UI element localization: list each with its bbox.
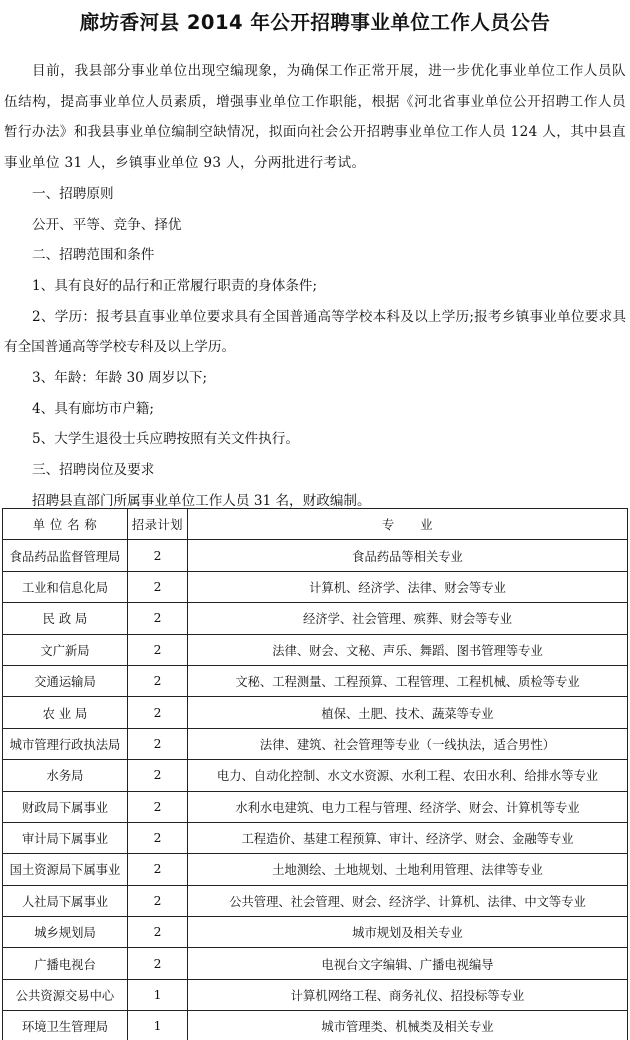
- header-plan: 招录计划: [128, 509, 188, 540]
- unit-cell: 文广新局: [3, 634, 128, 665]
- unit-cell: 水务局: [3, 760, 128, 791]
- principles-text: 公开、平等、竞争、择优: [32, 216, 182, 233]
- major-cell: 植保、土肥、技术、蔬菜等专业: [188, 697, 628, 728]
- plan-cell: 2: [128, 665, 188, 696]
- plan-cell: 2: [128, 917, 188, 948]
- table-row: [3, 665, 628, 696]
- section-heading-principles: 一、招聘原则: [32, 185, 114, 202]
- plan-cell: 2: [128, 728, 188, 759]
- condition-2: 2、学历：报考县直事业单位要求具有全国普通高等学校本科及以上学历;报考乡镇事业单位要求具有全国普通高等学校专科及以上学历。: [4, 308, 626, 356]
- plan-cell: 2: [128, 634, 188, 665]
- plan-cell: 2: [128, 697, 188, 728]
- unit-cell: 财政局下属事业: [3, 791, 128, 822]
- unit-cell: 民 政 局: [3, 603, 128, 634]
- positions-table: [2, 508, 628, 1040]
- plan-cell: 2: [128, 885, 188, 916]
- unit-cell: 城市管理行政执法局: [3, 728, 128, 759]
- table-row: [3, 948, 628, 979]
- major-cell: 文秘、工程测量、工程预算、工程管理、工程机械、质检等专业: [188, 665, 628, 696]
- table-row: [3, 697, 628, 728]
- table-row: [3, 791, 628, 822]
- major-cell: 计算机、经济学、法律、财会等专业: [188, 571, 628, 602]
- section-heading-positions: 三、招聘岗位及要求: [32, 462, 155, 479]
- major-cell: 公共管理、社会管理、财会、经济学、计算机、法律、中文等专业: [188, 885, 628, 916]
- unit-cell: 环境卫生管理局: [3, 1011, 128, 1040]
- table-row: [3, 728, 628, 759]
- unit-cell: 城乡规划局: [3, 917, 128, 948]
- condition-4: 4、具有廊坊市户籍;: [32, 400, 154, 417]
- table-row: [3, 979, 628, 1010]
- table-row: [3, 885, 628, 916]
- major-cell: 经济学、社会管理、殡葬、财会等专业: [188, 603, 628, 634]
- plan-cell: 2: [128, 760, 188, 791]
- condition-5: 5、大学生退役士兵应聘按照有关文件执行。: [32, 431, 299, 448]
- unit-cell: 国土资源局下属事业: [3, 854, 128, 885]
- plan-cell: 2: [128, 948, 188, 979]
- unit-cell: 食品药品监督管理局: [3, 540, 128, 571]
- table-row: [3, 634, 628, 665]
- major-cell: 食品药品等相关专业: [188, 540, 628, 571]
- major-cell: 法律、财会、文秘、声乐、舞蹈、图书管理等专业: [188, 634, 628, 665]
- section-heading-conditions: 二、招聘范围和条件: [32, 247, 155, 264]
- table-row: [3, 603, 628, 634]
- plan-cell: 2: [128, 791, 188, 822]
- unit-cell: 审计局下属事业: [3, 822, 128, 853]
- condition-1: 1、具有良好的品行和正常履行职责的身体条件;: [32, 277, 318, 294]
- document-body: [4, 56, 626, 517]
- header-unit: 单 位 名 称: [3, 509, 128, 540]
- table-row: [3, 540, 628, 571]
- unit-cell: 公共资源交易中心: [3, 979, 128, 1010]
- major-cell: 城市管理类、机械类及相关专业: [188, 1011, 628, 1040]
- table-row: [3, 571, 628, 602]
- plan-cell: 1: [128, 979, 188, 1010]
- major-cell: 水利水电建筑、电力工程与管理、经济学、财会、计算机等专业: [188, 791, 628, 822]
- table-row: [3, 917, 628, 948]
- header-major: 专 业: [188, 509, 628, 540]
- plan-cell: 2: [128, 603, 188, 634]
- major-cell: 工程造价、基建工程预算、审计、经济学、财会、金融等专业: [188, 822, 628, 853]
- major-cell: 电力、自动化控制、水文水资源、水利工程、农田水利、给排水等专业: [188, 760, 628, 791]
- unit-cell: 广播电视台: [3, 948, 128, 979]
- unit-cell: 工业和信息化局: [3, 571, 128, 602]
- table-row: [3, 1011, 628, 1040]
- major-cell: 城市规划及相关专业: [188, 917, 628, 948]
- condition-3: 3、年龄：年龄 30 周岁以下;: [32, 370, 208, 387]
- plan-cell: 2: [128, 571, 188, 602]
- table-row: [3, 822, 628, 853]
- plan-cell: 2: [128, 822, 188, 853]
- major-cell: 法律、建筑、社会管理等专业（一线执法，适合男性）: [188, 728, 628, 759]
- table-row: [3, 854, 628, 885]
- major-cell: 土地测绘、土地规划、土地利用管理、法律等专业: [188, 854, 628, 885]
- table-header-row: [3, 509, 628, 540]
- intro-paragraph: 目前，我县部分事业单位出现空编现象，为确保工作正常开展，进一步优化事业单位工作人员队伍结构，提高事业单位人员素质，增强事业单位工作职能，根据《河北省事业单位公开招聘工作人员暂行办法》和我县事业单位编制空缺情况，拟面向社会公开招聘事业单位工作人员 124 人，其中县直事业单位 31 人，乡镇事业单位 93 人，分两批进行考试。: [4, 63, 626, 172]
- unit-cell: 人社局下属事业: [3, 885, 128, 916]
- major-cell: 计算机网络工程、商务礼仪、招投标等专业: [188, 979, 628, 1010]
- plan-cell: 2: [128, 540, 188, 571]
- plan-cell: 2: [128, 854, 188, 885]
- major-cell: 电视台文字编辑、广播电视编导: [188, 948, 628, 979]
- plan-cell: 1: [128, 1011, 188, 1040]
- unit-cell: 农 业 局: [3, 697, 128, 728]
- unit-cell: 交通运输局: [3, 665, 128, 696]
- document-title: 廊坊香河县 2014 年公开招聘事业单位工作人员公告: [79, 11, 551, 34]
- positions-text: 招聘县直部门所属事业单位工作人员 31 名，财政编制。: [32, 492, 371, 509]
- table-row: [3, 760, 628, 791]
